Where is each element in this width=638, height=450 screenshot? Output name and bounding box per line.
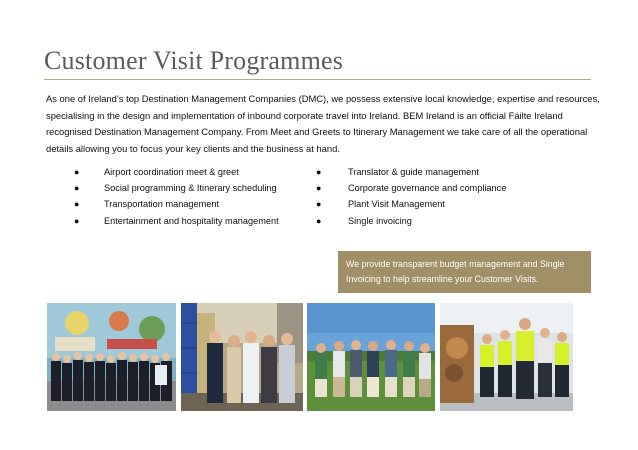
list-item-label: Single invoicing [348, 215, 412, 226]
bullet-icon: ● [316, 199, 322, 210]
page-title: Customer Visit Programmes [44, 46, 344, 75]
group-photo-icon [47, 303, 176, 411]
callout-box [338, 251, 591, 293]
list-item-label: Translator & guide management [348, 167, 479, 177]
list-item-label: Social programming & Itinerary scheduling [104, 183, 277, 194]
factory-tour-photo-icon [181, 303, 303, 411]
bullet-icon: ● [74, 167, 80, 177]
bullet-icon: ● [316, 215, 322, 226]
list-item-label: Plant Visit Management [348, 199, 445, 210]
golf-group-photo-icon [307, 303, 435, 411]
plant-visit-photo-icon [440, 303, 573, 411]
intro-paragraph: As one of Ireland’s top Destination Management Companies (DMC), we possess extensive local knowledge, expertise and resources, specialising in the design and implementation of inbound corporate travel into Ireland. BEM Ireland is an official Fáilte Ireland recognised Destination Management Company. From Meet and Greets to Itinerary Management we take care of all the operational details allowing you to focus your key clients and the business at hand. [46, 93, 600, 154]
bullet-icon: ● [316, 183, 322, 194]
bullet-icon: ● [74, 199, 80, 210]
list-item-label: Entertainment and hospitality management [104, 215, 279, 226]
callout-text: We provide transparent budget management and Single Invoicing to help streamline your Customer Visits. [346, 259, 565, 284]
bullet-icon: ● [74, 183, 80, 194]
list-item-label: Transportation management [104, 199, 220, 210]
bullet-icon: ● [74, 215, 80, 226]
list-item-label: Airport coordination meet & greet [104, 167, 239, 177]
intro-text [46, 91, 606, 157]
title-rule [44, 79, 591, 80]
list-item-label: Corporate governance and compliance [348, 183, 507, 194]
bullet-icon: ● [316, 167, 322, 177]
